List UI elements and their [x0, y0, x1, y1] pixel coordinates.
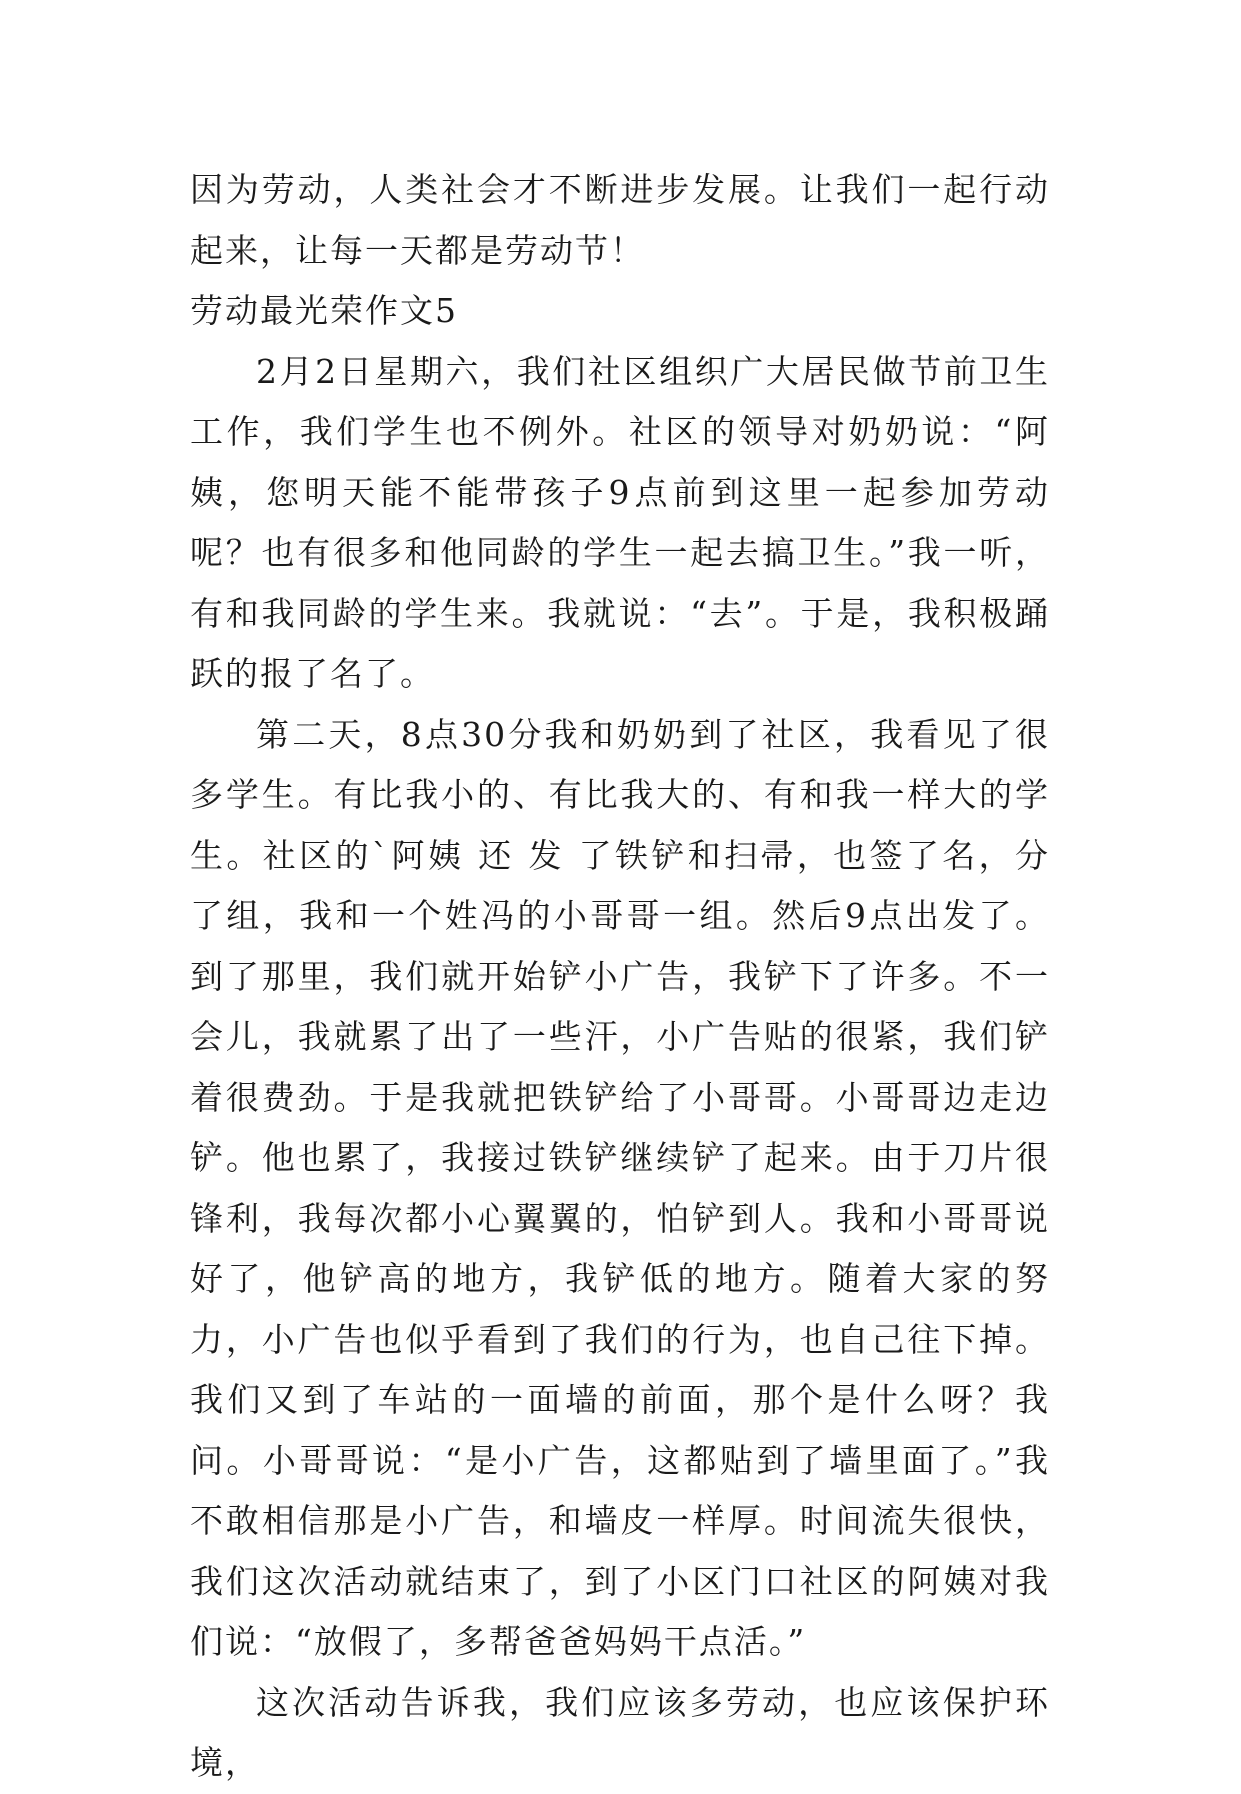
- paragraph-closing-previous: 因为劳动，人类社会才不断进步发展。让我们一起行动起来，让每一天都是劳动节！: [190, 170, 1050, 270]
- paragraph-1: 2月2日星期六，我们社区组织广大居民做节前卫生工作，我们学生也不例外。社区的领导对奶奶说：“阿姨，您明天能不能带孩子9点前到这里一起参加劳动呢？也有很多和他同龄的学生一起去搞卫生。”我一听，有和我同龄的学生来。我就说：“去”。于是，我积极踊跃的报了名了。: [190, 351, 1050, 693]
- essay-heading: 劳动最光荣作文5: [190, 291, 458, 330]
- paragraph-2: 第二天，8点30分我和奶奶到了社区，我看见了很多学生。有比我小的、有比我大的、有和我一样大的学生。社区的`阿姨 还 发 了铁铲和扫帚，也签了名，分了组，我和一个姓冯的小哥哥一组。然后9点出发了。到了那里，我们就开始铲小广告，我铲下了许多。不一会儿，我就累了出了一些汗，小广告贴的很紧，我们铲着很费劲。于是我就把铁铲给了小哥哥。小哥哥边走边铲。他也累了，我接过铁铲继续铲了起来。由于刀片很锋利，我每次都小心翼翼的，怕铲到人。我和小哥哥说好了，他铲高的地方，我铲低的地方。随着大家的努力，小广告也似乎看到了我们的行为，也自己往下掉。我们又到了车站的一面墙的前面，那个是什么呀？我问。小哥哥说：“是小广告，这都贴到了墙里面了。”我不敢相信那是小广告，和墙皮一样厚。时间流失很快，我们这次活动就结束了，到了小区门口社区的阿姨对我们说：“放假了，多帮爸爸妈妈干点活。”: [190, 714, 1050, 1661]
- document-body: [190, 160, 1050, 1794]
- paragraph-3: 这次活动告诉我，我们应该多劳动，也应该保护环境，: [190, 1682, 1050, 1782]
